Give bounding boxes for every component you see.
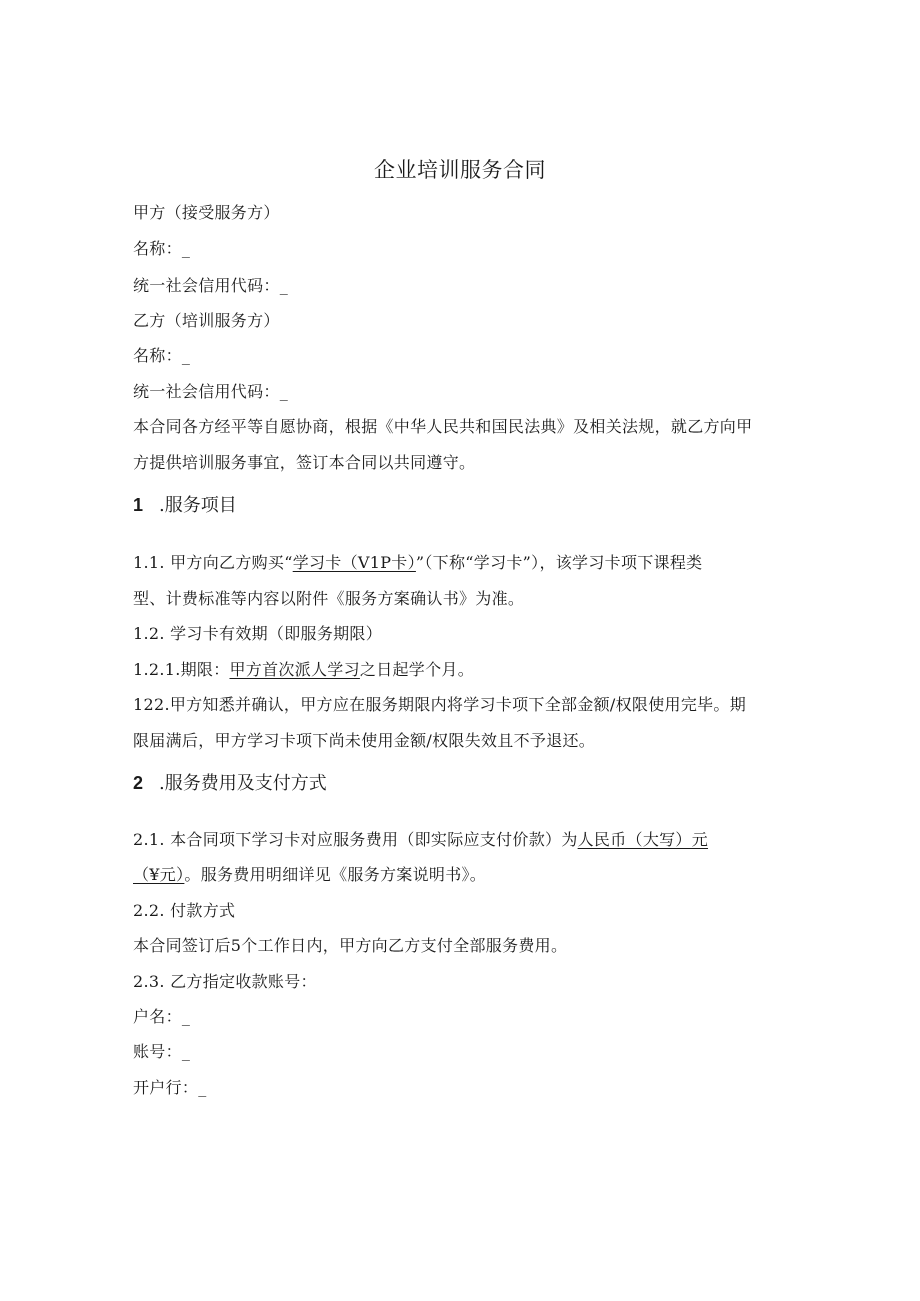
clause-2-3: 2.3. 乙方指定收款账号： bbox=[133, 972, 317, 991]
clause-1-1-prefix: 1.1. 甲方向乙方购买“ bbox=[133, 553, 293, 572]
clause-2-1-suffix: 。服务费用明细详见《服务方案说明书》。 bbox=[184, 865, 487, 884]
clause-1-1-line-1 bbox=[133, 553, 702, 573]
clause-2-1-line-2 bbox=[133, 865, 486, 885]
section-2-heading bbox=[133, 772, 327, 795]
section-1-title: .服务项目 bbox=[159, 495, 237, 516]
account-number: 账号：_ bbox=[133, 1042, 191, 1061]
clause-1-2-1 bbox=[133, 660, 474, 680]
intro-line-1: 本合同各方经平等自愿协商，根据《中华人民共和国民法典》及相关法规，就乙方向甲 bbox=[133, 417, 753, 436]
clause-1-2-1-prefix: 1.2.1.期限： bbox=[133, 660, 230, 679]
party-b-credit-code: 统一社会信用代码：_ bbox=[133, 382, 289, 401]
party-b-name: 名称：_ bbox=[133, 346, 191, 365]
section-2-number: 2 bbox=[133, 773, 144, 793]
section-1-number: 1 bbox=[133, 495, 144, 515]
clause-2-1-amount: 人民币（大写）元 bbox=[577, 830, 709, 849]
document-title: 企业培训服务合同 bbox=[374, 158, 546, 182]
clause-1-2-1-suffix: 之日起学个月。 bbox=[359, 660, 475, 679]
clause-1-2: 1.2. 学习卡有效期（即服务期限） bbox=[133, 624, 383, 643]
clause-122-line-2: 限届满后，甲方学习卡项下尚未使用金额/权限失效且不予退还。 bbox=[133, 731, 596, 750]
clause-1-1-card-name: 学习卡（V1P卡） bbox=[292, 553, 416, 572]
party-a-name: 名称：_ bbox=[133, 239, 191, 258]
clause-2-1-amount-figure: （¥元） bbox=[133, 865, 185, 884]
clause-1-1-suffix: ”（下称“学习卡”），该学习卡项下课程类 bbox=[415, 553, 703, 572]
clause-2-2-text: 本合同签订后5个工作日内，甲方向乙方支付全部服务费用。 bbox=[133, 936, 568, 955]
bank-name: 开户行：_ bbox=[133, 1078, 207, 1097]
section-1-heading bbox=[133, 494, 237, 517]
party-a-heading: 甲方（接受服务方） bbox=[133, 203, 280, 222]
clause-1-1-line-2: 型、计费标准等内容以附件《服务方案确认书》为准。 bbox=[133, 589, 525, 608]
section-2-title: .服务费用及支付方式 bbox=[159, 773, 327, 794]
party-b-heading: 乙方（培训服务方） bbox=[133, 311, 280, 330]
clause-2-1-line-1 bbox=[133, 830, 708, 850]
clause-2-1-prefix: 2.1. 本合同项下学习卡对应服务费用（即实际应支付价款）为 bbox=[133, 830, 578, 849]
clause-2-2: 2.2. 付款方式 bbox=[133, 901, 236, 920]
account-name: 户名：_ bbox=[133, 1007, 191, 1026]
clause-122-line-1: 122.甲方知悉并确认，甲方应在服务期限内将学习卡项下全部金额/权限使用完毕。期 bbox=[133, 695, 747, 714]
party-a-credit-code: 统一社会信用代码：_ bbox=[133, 276, 289, 295]
intro-line-2: 方提供培训服务事宜，签订本合同以共同遵守。 bbox=[133, 453, 476, 472]
clause-1-2-1-start: 甲方首次派人学习 bbox=[229, 660, 360, 679]
